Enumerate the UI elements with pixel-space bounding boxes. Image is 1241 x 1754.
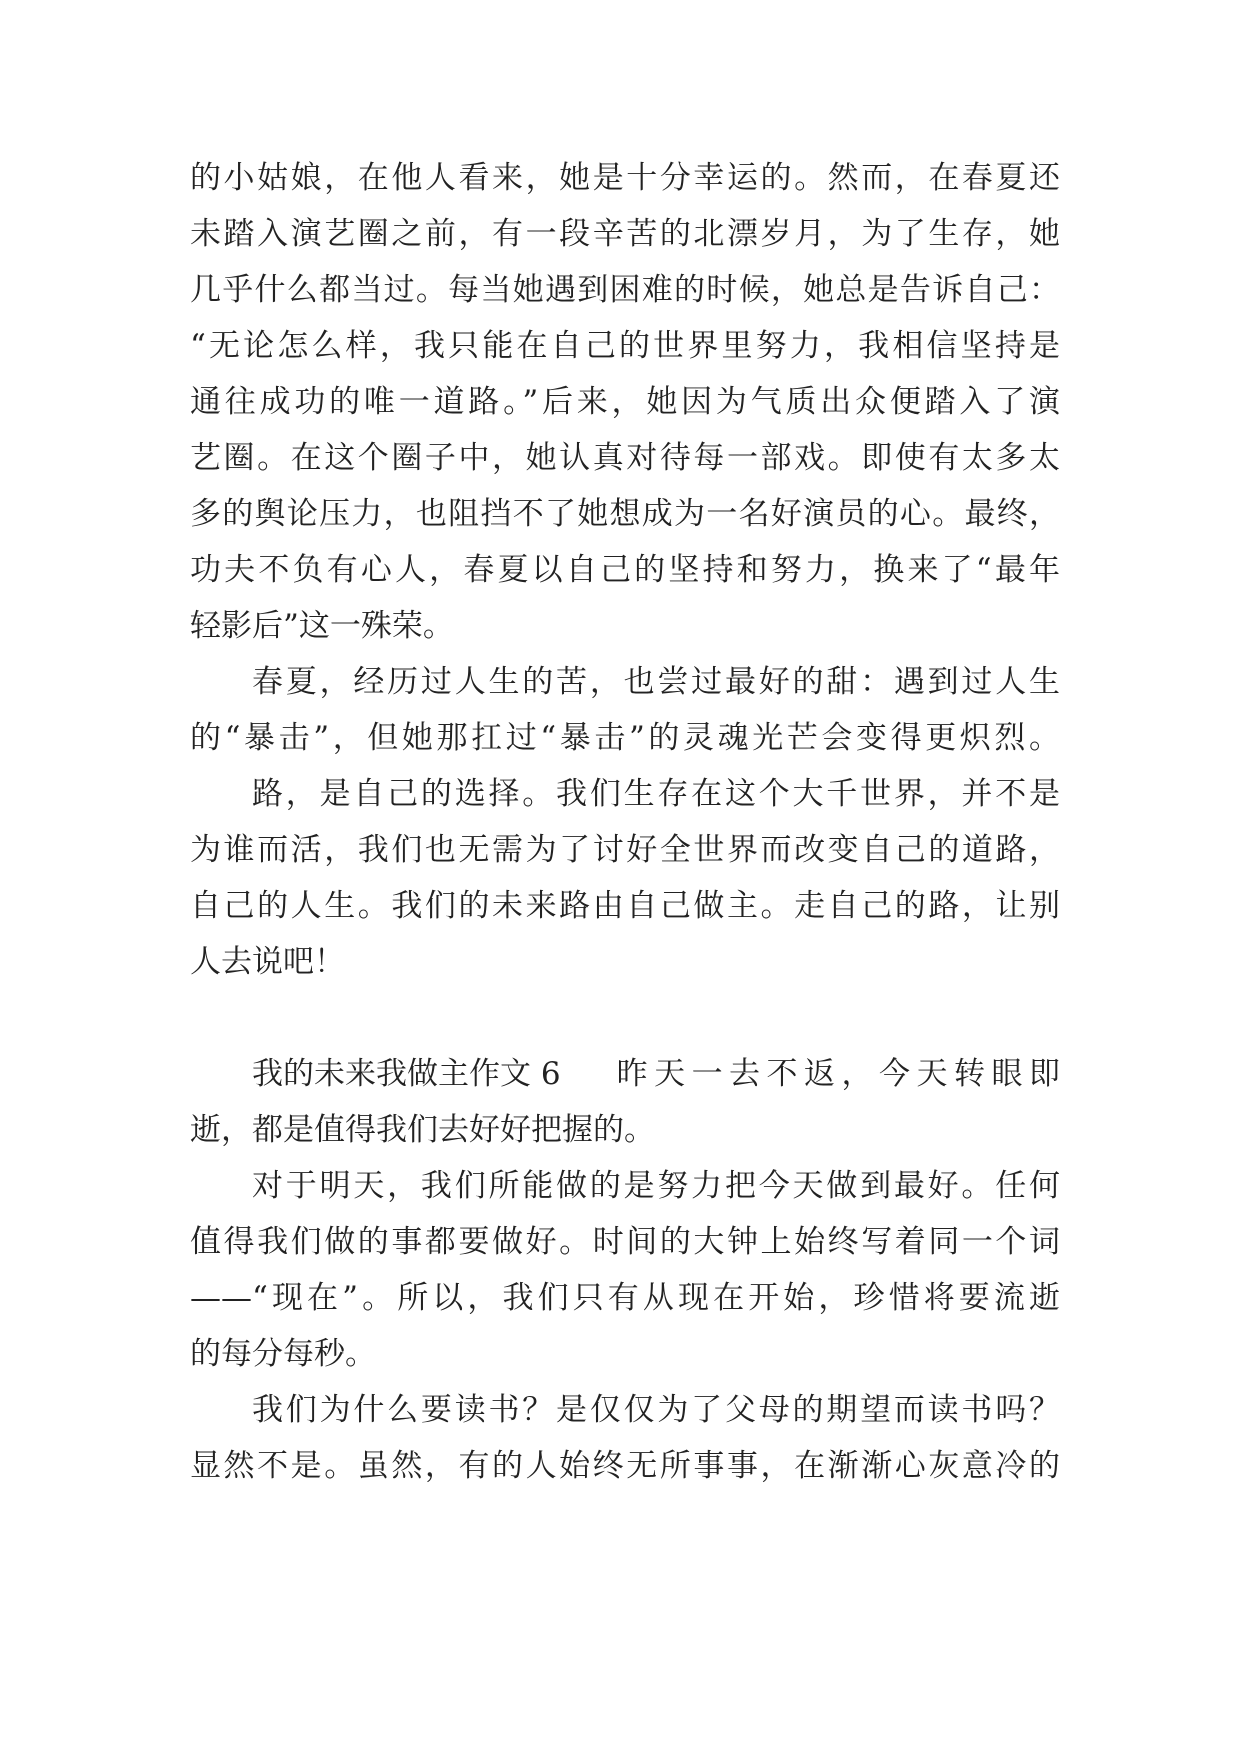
section-heading: 我的未来我做主作文 6 [252,1056,561,1092]
paragraph-line: 我们为什么要读书？是仅仅为了父母的期望而读书吗？ [252,1392,1060,1428]
document-body [190,150,1060,1494]
paragraph-line: “无论怎么样，我只能在自己的世界里努力，我相信坚持是 [190,328,1060,364]
paragraph-line: 显然不是。虽然，有的人始终无所事事，在渐渐心灰意冷的 [190,1448,1060,1484]
paragraph-line: 多的舆论压力，也阻挡不了她想成为一名好演员的心。最终， [190,496,1060,532]
paragraph-line: 轻影后”这一殊荣。 [190,608,454,644]
paragraph-line: 的每分每秒。 [190,1336,376,1372]
paragraph-line: 的“暴击”，但她那扛过“暴击”的灵魂光芒会变得更炽烈。 [190,720,1060,756]
paragraph-line: 人去说吧！ [190,944,345,980]
paragraph-line: 通往成功的唯一道路。”后来，她因为气质出众便踏入了演 [190,384,1060,420]
blank-line [190,990,1060,1046]
paragraph-line: 艺圈。在这个圈子中，她认真对待每一部戏。即使有太多太 [190,440,1060,476]
paragraph-line: 对于明天，我们所能做的是努力把今天做到最好。任何 [252,1168,1060,1204]
paragraph-line: ——“现在”。所以，我们只有从现在开始，珍惜将要流逝 [190,1280,1060,1316]
paragraph-line: 的小姑娘，在他人看来，她是十分幸运的。然而，在春夏还 [190,160,1060,196]
paragraph-line: 春夏，经历过人生的苦，也尝过最好的甜：遇到过人生 [252,664,1060,700]
paragraph-line: 几乎什么都当过。每当她遇到困难的时候，她总是告诉自己： [190,272,1060,308]
paragraph-line: 逝，都是值得我们去好好把握的。 [190,1112,655,1148]
paragraph-line: 为谁而活，我们也无需为了讨好全世界而改变自己的道路， [190,832,1060,868]
paragraph-line: 自己的人生。我们的未来路由自己做主。走自己的路，让别 [190,888,1060,924]
paragraph-line: 昨天一去不返，今天转眼即 [616,1056,1060,1092]
paragraph-line: 未踏入演艺圈之前，有一段辛苦的北漂岁月，为了生存，她 [190,216,1060,252]
section-heading-line [190,1046,1060,1102]
paragraph-line: 功夫不负有心人，春夏以自己的坚持和努力，换来了“最年 [190,552,1060,588]
paragraph-line: 路，是自己的选择。我们生存在这个大千世界，并不是 [252,776,1060,812]
paragraph-line: 值得我们做的事都要做好。时间的大钟上始终写着同一个词 [190,1224,1060,1260]
